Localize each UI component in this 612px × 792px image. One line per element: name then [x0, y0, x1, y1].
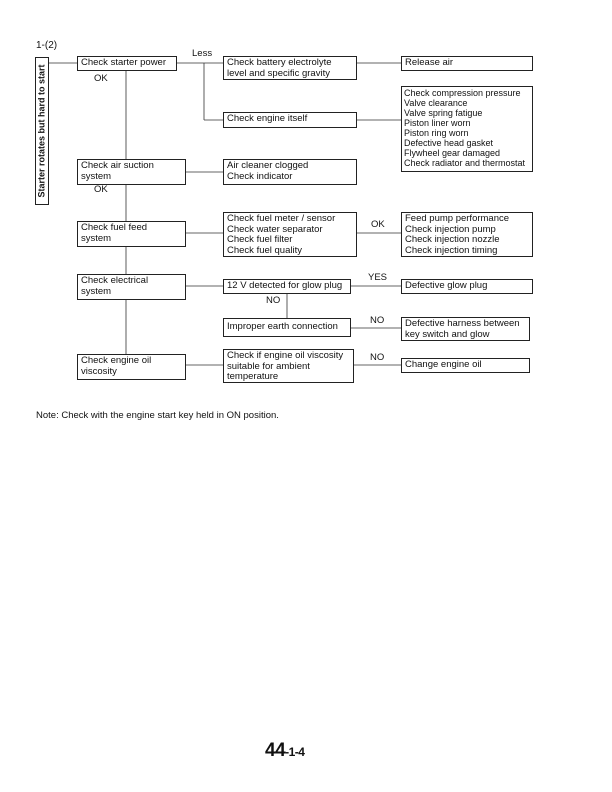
result-fuel-pump [401, 212, 533, 257]
step-fuel-feed [77, 221, 186, 247]
result-fuel-pump-line: Check injection timing [405, 244, 498, 256]
result-harness-line: key switch and glow [405, 328, 490, 340]
check-oil-viscosity-line: suitable for ambient [227, 360, 310, 372]
check-fuel-meter-line: Check water separator [227, 223, 323, 235]
check-earth-connection-label: Improper earth connection [227, 321, 338, 332]
vertical-title: Starter rotates but hard to start [37, 64, 47, 198]
result-release-air [401, 56, 533, 71]
step-air-suction [77, 159, 186, 185]
step-air-suction-line: Check air suction [81, 160, 154, 171]
check-fuel-meter-line: Check fuel filter [227, 234, 293, 245]
step-starter-power-label: Check starter power [81, 57, 167, 68]
result-engine-list [401, 86, 533, 172]
result-engine-list-item: Check compression pressure [404, 88, 521, 98]
footnote: Note: Check with the engine start key held in ON position. [36, 410, 279, 421]
result-fuel-pump-line: Check injection nozzle [405, 234, 500, 245]
step-starter-power [77, 56, 177, 71]
check-air-cleaner-line: Air cleaner clogged [227, 160, 309, 171]
check-air-cleaner-line: Check indicator [227, 170, 293, 182]
step-electrical [77, 274, 186, 300]
label-no-oil: NO [370, 352, 385, 363]
check-engine-itself-label: Check engine itself [227, 113, 308, 124]
step-air-suction-line: system [81, 170, 112, 182]
step-engine-oil [77, 354, 186, 380]
result-harness-line: Defective harness between [405, 318, 520, 329]
check-engine-itself [223, 112, 357, 128]
step-engine-oil-line: viscosity [81, 365, 117, 377]
result-engine-list-item: Valve clearance [404, 98, 468, 108]
result-change-oil-label: Change engine oil [405, 359, 482, 370]
page-number-main: 44 [265, 740, 286, 761]
result-release-air-label: Release air [405, 57, 454, 68]
page-number [265, 740, 304, 762]
result-glow-plug [401, 279, 533, 294]
label-ok-fuel: OK [371, 219, 385, 230]
label-ok-air: OK [94, 184, 108, 195]
check-battery-line: Check battery electrolyte [227, 57, 332, 68]
check-air-cleaner [223, 159, 357, 185]
page-number-sub: -1-4 [285, 745, 305, 759]
result-fuel-pump-line: Check injection pump [405, 223, 496, 235]
result-fuel-pump-line: Feed pump performance [405, 213, 510, 224]
check-battery [223, 56, 357, 80]
check-battery-line: level and specific gravity [227, 67, 330, 79]
check-oil-viscosity-line: temperature [227, 371, 279, 382]
step-fuel-feed-line: system [81, 232, 112, 244]
step-fuel-feed-line: Check fuel feed [81, 222, 148, 233]
result-engine-list-item: Check radiator and thermostat [404, 158, 526, 168]
check-glow-voltage [223, 279, 351, 294]
check-oil-viscosity-line: Check if engine oil viscosity [227, 350, 344, 361]
result-engine-list-item: Piston liner worn [404, 118, 471, 128]
check-fuel-meter [223, 212, 357, 257]
step-electrical-line: Check electrical [81, 275, 149, 286]
result-change-oil [401, 358, 530, 373]
check-fuel-meter-line: Check fuel quality [227, 244, 302, 256]
step-electrical-line: system [81, 285, 112, 297]
label-ok-starter: OK [94, 73, 108, 84]
check-fuel-meter-line: Check fuel meter / sensor [227, 213, 336, 224]
label-no-glow: NO [266, 295, 281, 306]
result-engine-list-item: Flywheel gear damaged [404, 148, 501, 158]
result-glow-plug-label: Defective glow plug [405, 280, 488, 291]
check-glow-voltage-label: 12 V detected for glow plug [227, 280, 343, 291]
check-earth-connection [223, 318, 351, 337]
label-no-earth: NO [370, 315, 385, 326]
result-harness [401, 317, 530, 341]
result-engine-list-item: Valve spring fatigue [404, 108, 483, 118]
section-id: 1-(2) [36, 40, 58, 51]
check-oil-viscosity [223, 349, 354, 383]
vertical-title-box [35, 57, 49, 205]
result-engine-list-item: Piston ring worn [404, 128, 469, 138]
result-engine-list-item: Defective head gasket [404, 138, 494, 148]
label-less: Less [192, 48, 213, 59]
step-engine-oil-line: Check engine oil [81, 355, 152, 366]
label-yes-glow: YES [368, 272, 388, 283]
